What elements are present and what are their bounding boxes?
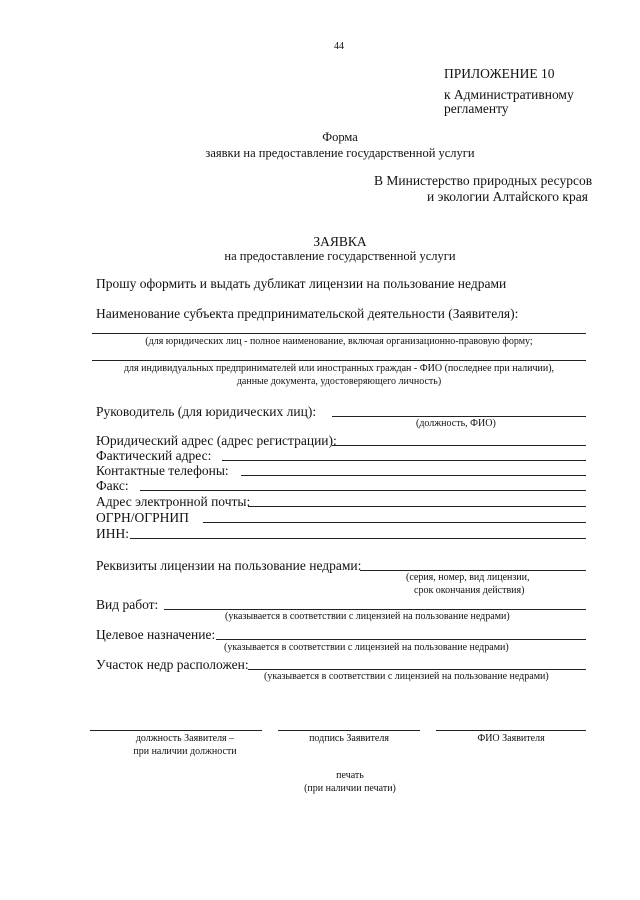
legal-address-label: Юридический адрес (адрес регистрации): <box>96 433 337 448</box>
position-signature-line <box>90 730 262 731</box>
inn-label: ИНН: <box>96 526 129 541</box>
legal-address-line <box>332 445 586 446</box>
inn-line <box>130 538 586 539</box>
appendix-line-1: к Административному <box>444 87 574 102</box>
head-line <box>332 416 586 417</box>
subject-label: Наименование субъекта предпринимательской деятельности (Заявителя): <box>96 306 519 321</box>
license-line <box>360 570 586 571</box>
subject-hint-1: (для юридических лиц - полное наименование, включая организационно-правовую форму; <box>145 336 533 347</box>
email-label: Адрес электронной почты: <box>96 494 251 509</box>
addressee-line-1: В Министерство природных ресурсов <box>374 173 593 188</box>
work-type-label: Вид работ: <box>96 597 159 612</box>
purpose-line <box>216 639 586 640</box>
license-hint-2: срок окончания действия) <box>414 585 525 596</box>
purpose-label: Целевое назначение: <box>96 627 216 642</box>
ogrn-label: ОГРН/ОГРНИП <box>96 510 189 525</box>
position-caption-2: при наличии должности <box>133 746 237 757</box>
appendix-title: ПРИЛОЖЕНИЕ 10 <box>444 66 555 81</box>
fax-line <box>140 490 586 491</box>
phones-label: Контактные телефоны: <box>96 463 229 478</box>
actual-address-line <box>222 460 586 461</box>
form-heading-subtitle: заявки на предоставление государственной услуги <box>205 146 475 160</box>
stamp-label: печать <box>336 770 364 781</box>
license-label: Реквизиты лицензии на пользование недрами: <box>96 558 362 573</box>
subject-line-2 <box>92 360 586 361</box>
position-caption-1: должность Заявителя – <box>135 733 235 744</box>
work-type-hint: (указывается в соответствии с лицензией на пользование недрами) <box>225 611 510 622</box>
request-text: Прошу оформить и выдать дубликат лицензии на пользование недрами <box>96 276 507 291</box>
email-line <box>248 506 586 507</box>
subject-hint-2b: данные документа, удостоверяющего личность) <box>236 376 442 387</box>
head-hint: (должность, ФИО) <box>416 418 496 429</box>
appendix-line-2: регламенту <box>444 101 509 116</box>
subject-hint-2a: для индивидуальных предпринимателей или иностранных граждан - ФИО (последнее при наличии), <box>123 363 555 374</box>
stamp-note: (при наличии печати) <box>304 783 396 794</box>
phones-line <box>241 475 586 476</box>
work-type-line <box>164 609 586 610</box>
addressee-line-2: и экологии Алтайского края <box>427 189 588 204</box>
license-hint-1: (серия, номер, вид лицензии, <box>406 572 530 583</box>
name-caption: ФИО Заявителя <box>477 733 545 744</box>
actual-address-label: Фактический адрес: <box>96 448 212 463</box>
application-title: ЗАЯВКА <box>313 234 367 249</box>
location-line <box>248 669 586 670</box>
application-subtitle: на предоставление государственной услуги <box>224 249 456 263</box>
name-signature-line <box>436 730 586 731</box>
signature-caption: подпись Заявителя <box>309 733 389 744</box>
ogrn-line <box>203 522 586 523</box>
purpose-hint: (указывается в соответствии с лицензией на пользование недрами) <box>224 642 509 653</box>
location-label: Участок недр расположен: <box>96 657 249 672</box>
page-number: 44 <box>334 41 344 52</box>
location-hint: (указывается в соответствии с лицензией на пользование недрами) <box>264 671 549 682</box>
form-heading: Форма <box>322 130 358 144</box>
signature-line <box>278 730 420 731</box>
head-label: Руководитель (для юридических лиц): <box>96 404 317 419</box>
subject-line-1 <box>92 333 586 334</box>
fax-label: Факс: <box>96 478 129 493</box>
